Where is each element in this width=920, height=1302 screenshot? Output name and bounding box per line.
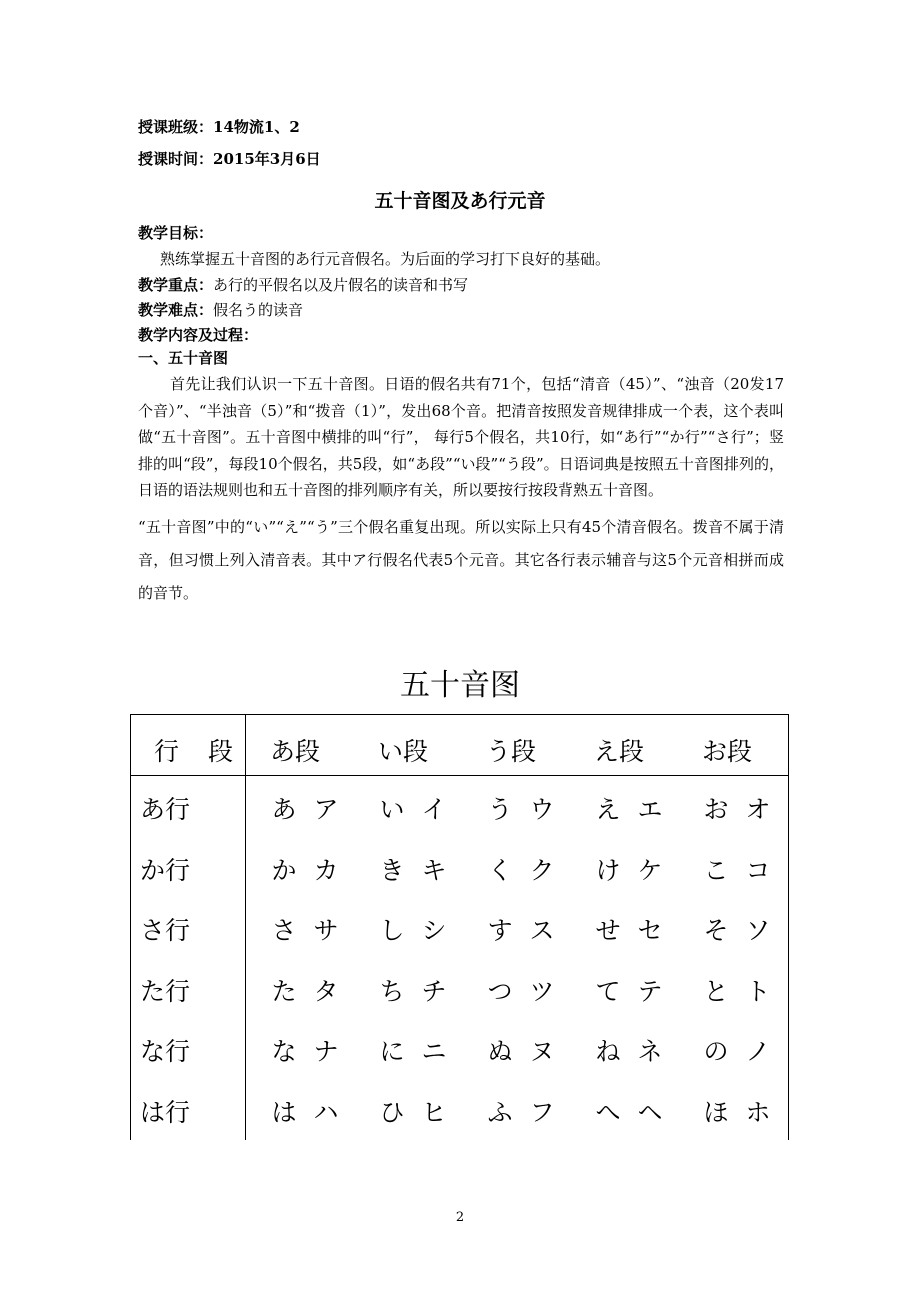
row-label: さ行	[140, 916, 191, 945]
katakana-cell: カ	[313, 855, 339, 885]
column-header: い段	[378, 737, 429, 766]
hiragana-cell: ぬ	[487, 1037, 513, 1066]
katakana-cell: セ	[637, 916, 663, 945]
objectives-text: 熟练掌握五十音图的あ行元音假名。为后面的学习打下良好的基础。	[160, 250, 611, 268]
hiragana-cell: き	[379, 855, 405, 885]
hiragana-cell: く	[487, 855, 513, 885]
section-title: 一、五十音图	[138, 349, 229, 367]
katakana-cell: ヌ	[529, 1037, 555, 1066]
hiragana-cell: へ	[595, 1097, 621, 1127]
katakana-cell: ハ	[313, 1097, 339, 1127]
gojuon-table	[130, 714, 789, 1140]
column-header: お段	[702, 737, 753, 766]
katakana-cell: エ	[637, 795, 663, 824]
katakana-cell: タ	[313, 976, 339, 1006]
hiragana-cell: な	[271, 1037, 297, 1066]
column-header: う段	[486, 737, 537, 766]
hiragana-cell: お	[703, 795, 729, 824]
katakana-cell: ホ	[745, 1097, 771, 1127]
intro-paragraph: 首先让我们认识一下五十音图。日语的假名共有71个，包括“清音（45）”、“浊音（20发17个音）”、“半浊音（5）”和“拨音（1）”，发出68个音。把清音按照发音规律排成一个表，这个表叫做“五十音图”。五十音图中横排的叫“行”， 每行5个假名，共10行，如“あ行”“か行”“さ行”；竖排的叫“段”，每段10个假名，共5段，如“あ段”“い段”“う段”。日语词典是按照五十音图排列的，日语的语法规则也和五十音图的排列顺序有关，所以要按行按段背熟五十音图。	[138, 375, 784, 499]
katakana-cell: ト	[745, 976, 771, 1006]
row-label: か行	[140, 855, 191, 885]
time-label: 授课时间：	[138, 150, 214, 168]
repeat-paragraph: “五十音图”中的“い”“え”“う”三个假名重复出现。所以实际上只有45个清音假名。拨音不属于清音，但习惯上列入清音表。其中ア行假名代表5个元音。其它各行表示辅音与这5个元音相拼而成的音节。	[138, 518, 784, 602]
class-label: 授课班级：	[138, 118, 214, 136]
objectives-label: 教学目标：	[138, 224, 214, 242]
hiragana-cell: ほ	[703, 1097, 729, 1127]
row-label: は行	[140, 1097, 191, 1127]
key-points-text: あ行的平假名以及片假名的读音和书写	[213, 276, 469, 294]
hiragana-cell: の	[703, 1037, 729, 1066]
hiragana-cell: う	[487, 795, 513, 824]
class-value: 14物流1、2	[213, 118, 300, 136]
hiragana-cell: ち	[379, 976, 405, 1006]
hiragana-cell: そ	[703, 916, 729, 945]
hiragana-cell: あ	[271, 795, 297, 824]
table-divider	[245, 715, 246, 1140]
chart-title: 五十音图	[400, 668, 520, 703]
hiragana-cell: は	[271, 1097, 297, 1127]
document-title: 五十音图及あ行元音	[374, 190, 546, 212]
hiragana-cell: さ	[271, 916, 297, 945]
katakana-cell: イ	[421, 795, 447, 824]
katakana-cell: ノ	[745, 1037, 771, 1066]
corner-col-label: 段	[208, 737, 234, 766]
table-header-divider	[130, 775, 789, 776]
page-number: 2	[455, 1210, 465, 1225]
row-label: あ行	[140, 795, 191, 824]
katakana-cell: フ	[529, 1097, 555, 1127]
column-header: あ段	[270, 737, 321, 766]
hiragana-cell: せ	[595, 916, 621, 945]
row-label: な行	[140, 1037, 191, 1066]
table-border-right	[788, 715, 789, 1140]
katakana-cell: ア	[313, 795, 339, 824]
hiragana-cell: こ	[703, 855, 729, 885]
katakana-cell: ナ	[313, 1037, 339, 1066]
katakana-cell: ソ	[745, 916, 771, 945]
hiragana-cell: ひ	[379, 1097, 405, 1127]
time-info	[138, 150, 321, 168]
table-border-left	[130, 715, 131, 1140]
katakana-cell: ニ	[421, 1037, 447, 1066]
katakana-cell: キ	[421, 855, 447, 885]
katakana-cell: ツ	[529, 976, 555, 1006]
katakana-cell: ス	[529, 916, 555, 945]
key-points-label: 教学重点：	[138, 276, 214, 294]
column-header: え段	[594, 737, 645, 766]
hiragana-cell: に	[379, 1037, 405, 1066]
katakana-cell: サ	[313, 916, 339, 945]
process-label: 教学内容及过程：	[138, 326, 259, 344]
hiragana-cell: ふ	[487, 1097, 513, 1127]
katakana-cell: ヘ	[637, 1097, 663, 1127]
hiragana-cell: い	[379, 795, 405, 824]
hiragana-cell: ね	[595, 1037, 621, 1066]
katakana-cell: オ	[745, 795, 771, 824]
hiragana-cell: し	[379, 916, 405, 945]
hiragana-cell: え	[595, 795, 621, 824]
katakana-cell: チ	[421, 976, 447, 1006]
difficulties	[138, 301, 303, 319]
hiragana-cell: つ	[487, 976, 513, 1006]
hiragana-cell: す	[487, 916, 513, 945]
katakana-cell: ケ	[637, 855, 663, 885]
corner-row-label: 行	[154, 737, 180, 766]
katakana-cell: ヒ	[421, 1097, 447, 1127]
hiragana-cell: て	[595, 976, 621, 1006]
hiragana-cell: た	[271, 976, 297, 1006]
difficulties-text: 假名う的读音	[213, 301, 304, 319]
katakana-cell: ク	[529, 855, 555, 885]
row-label: た行	[140, 976, 191, 1006]
hiragana-cell: と	[703, 976, 729, 1006]
class-info	[138, 118, 300, 136]
katakana-cell: ネ	[637, 1037, 663, 1066]
katakana-cell: ウ	[529, 795, 555, 824]
difficulties-label: 教学难点：	[138, 301, 214, 319]
katakana-cell: テ	[637, 976, 663, 1006]
hiragana-cell: か	[271, 855, 297, 885]
key-points	[138, 276, 468, 294]
katakana-cell: コ	[745, 855, 771, 885]
katakana-cell: シ	[421, 916, 447, 945]
hiragana-cell: け	[595, 855, 621, 885]
time-value: 2015年3月6日	[213, 150, 321, 168]
